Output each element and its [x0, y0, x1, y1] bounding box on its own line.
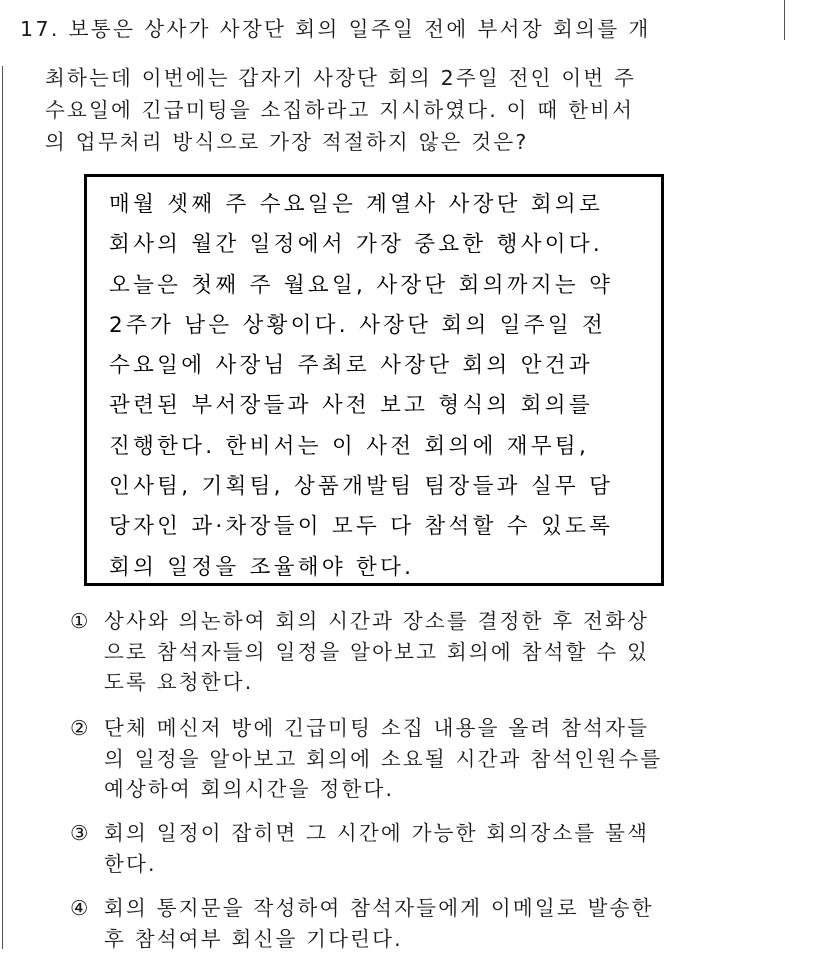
page-border-left — [2, 66, 3, 949]
context-line: 2주가 남은 상황이다. 사장단 회의 일주일 전 — [109, 306, 613, 346]
context-line: 회사의 월간 일정에서 가장 중요한 행사이다. — [109, 225, 613, 265]
option-line: 도록 요청한다. — [104, 667, 649, 698]
option-line: 회의 일정이 잡히면 그 시간에 가능한 회의장소를 물색 — [104, 818, 649, 849]
option-marker: ④ — [70, 893, 91, 924]
option-line: 으로 참석자들의 일정을 알아보고 회의에 참석할 수 있 — [104, 637, 649, 668]
stem-line: 의 업무처리 방식으로 가장 적절하지 않은 것은? — [45, 126, 785, 158]
option-line: 단체 메신저 방에 긴급미팅 소집 내용을 올려 참석자들 — [104, 713, 662, 744]
context-line: 오늘은 첫째 주 월요일, 사장단 회의까지는 약 — [109, 266, 613, 306]
context-text — [109, 185, 613, 588]
stem-line: 최하는데 이번에는 갑자기 사장단 회의 2주일 전인 이번 주 — [45, 62, 785, 94]
option-4[interactable] — [70, 893, 654, 954]
option-line: 회의 통지문을 작성하여 참석자들에게 이메일로 발송한 — [104, 893, 654, 924]
option-line: 예상하여 회의시간을 정한다. — [104, 774, 662, 805]
option-line: 한다. — [104, 849, 649, 880]
option-line: 상사와 의논하여 회의 시간과 장소를 결정한 후 전화상 — [104, 606, 649, 637]
option-2[interactable] — [70, 713, 662, 805]
option-marker: ② — [70, 713, 91, 744]
option-marker: ① — [70, 606, 91, 637]
context-box — [84, 174, 664, 586]
question-title: 17. 보통은 상사가 사장단 회의 일주일 전에 부서장 회의를 개 — [20, 12, 651, 42]
context-line: 진행한다. 한비서는 이 사전 회의에 재무팀, — [109, 427, 613, 467]
option-marker: ③ — [70, 818, 91, 849]
option-line: 후 참석여부 회신을 기다린다. — [104, 924, 654, 954]
context-line: 인사팀, 기획팀, 상품개발팀 팀장들과 실무 담 — [109, 467, 613, 507]
context-line: 당자인 과·차장들이 모두 다 참석할 수 있도록 — [109, 507, 613, 547]
option-line: 의 일정을 알아보고 회의에 소요될 시간과 참석인원수를 — [104, 744, 662, 775]
stem-line: 수요일에 긴급미팅을 소집하라고 지시하였다. 이 때 한비서 — [45, 94, 785, 126]
context-line: 매월 셋째 주 수요일은 계열사 사장단 회의로 — [109, 185, 613, 225]
context-line: 회의 일정을 조율해야 한다. — [109, 548, 613, 588]
option-1[interactable] — [70, 606, 649, 698]
context-line: 관련된 부서장들과 사전 보고 형식의 회의를 — [109, 386, 613, 426]
question-stem — [45, 62, 785, 158]
option-3[interactable] — [70, 818, 649, 879]
context-line: 수요일에 사장님 주최로 사장단 회의 안건과 — [109, 346, 613, 386]
column-divider — [784, 0, 785, 40]
